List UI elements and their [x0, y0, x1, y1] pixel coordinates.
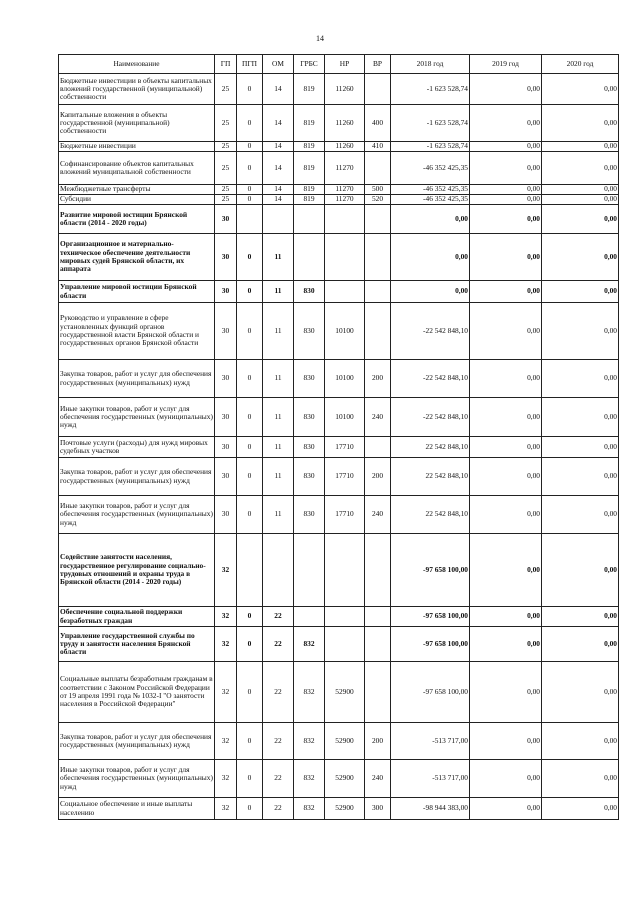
cell-2019: 0,00: [470, 234, 542, 281]
cell-2020: 0,00: [542, 303, 619, 360]
cell-nr: 10100: [325, 303, 365, 360]
column-header: НР: [325, 55, 365, 74]
cell-2020: 0,00: [542, 798, 619, 820]
table-row: [59, 234, 619, 281]
budget-table: [58, 54, 619, 820]
cell-2019: 0,00: [470, 627, 542, 662]
cell-vr: [365, 662, 391, 723]
table-row: [59, 360, 619, 398]
cell-name: Закупка товаров, работ и услуг для обеспечения государственных (муниципальных) нужд: [59, 723, 215, 760]
cell-2018: -46 352 425,35: [391, 185, 470, 195]
cell-2018: -46 352 425,35: [391, 152, 470, 185]
cell-2018: -1 623 528,74: [391, 74, 470, 105]
cell-vr: 240: [365, 398, 391, 437]
cell-om: 22: [263, 798, 294, 820]
cell-vr: 520: [365, 195, 391, 205]
cell-2019: 0,00: [470, 798, 542, 820]
cell-gp: 25: [215, 195, 237, 205]
cell-gp: 30: [215, 496, 237, 534]
cell-grbs: [294, 205, 325, 234]
cell-name: Закупка товаров, работ и услуг для обеспечения государственных (муниципальных) нужд: [59, 458, 215, 496]
cell-name: Социальное обеспечение и иные выплаты населению: [59, 798, 215, 820]
table-header-row: [59, 55, 619, 74]
cell-grbs: 830: [294, 281, 325, 303]
cell-2020: 0,00: [542, 74, 619, 105]
cell-2019: 0,00: [470, 398, 542, 437]
cell-vr: 240: [365, 760, 391, 798]
column-header: ПГП: [237, 55, 263, 74]
cell-2018: -97 658 100,00: [391, 627, 470, 662]
cell-gp: 30: [215, 205, 237, 234]
cell-pgp: 0: [237, 105, 263, 142]
cell-nr: 11260: [325, 74, 365, 105]
cell-om: 11: [263, 398, 294, 437]
column-header: ВР: [365, 55, 391, 74]
cell-vr: [365, 534, 391, 607]
cell-pgp: 0: [237, 458, 263, 496]
table-row: [59, 105, 619, 142]
cell-grbs: 832: [294, 798, 325, 820]
cell-2018: 22 542 848,10: [391, 458, 470, 496]
cell-2019: 0,00: [470, 723, 542, 760]
cell-name: Иные закупки товаров, работ и услуг для обеспечения государственных (муниципальных) нужд: [59, 496, 215, 534]
cell-grbs: 819: [294, 105, 325, 142]
cell-name: Бюджетные инвестиции в объекты капитальных вложений государственной (муниципальной) собственности: [59, 74, 215, 105]
cell-pgp: 0: [237, 662, 263, 723]
cell-name: Иные закупки товаров, работ и услуг для обеспечения государственных (муниципальных) нужд: [59, 760, 215, 798]
cell-nr: 11260: [325, 142, 365, 152]
table-row: [59, 74, 619, 105]
cell-pgp: 0: [237, 234, 263, 281]
cell-om: 14: [263, 195, 294, 205]
cell-om: 22: [263, 627, 294, 662]
cell-gp: 32: [215, 607, 237, 627]
cell-nr: 17710: [325, 437, 365, 458]
cell-om: 14: [263, 142, 294, 152]
cell-nr: [325, 534, 365, 607]
cell-vr: 240: [365, 496, 391, 534]
cell-grbs: 819: [294, 185, 325, 195]
cell-pgp: 0: [237, 398, 263, 437]
cell-2020: 0,00: [542, 105, 619, 142]
cell-2018: 0,00: [391, 205, 470, 234]
cell-2019: 0,00: [470, 152, 542, 185]
cell-2020: 0,00: [542, 205, 619, 234]
cell-2020: 0,00: [542, 496, 619, 534]
cell-pgp: 0: [237, 303, 263, 360]
cell-grbs: [294, 607, 325, 627]
cell-2019: 0,00: [470, 205, 542, 234]
cell-grbs: 830: [294, 496, 325, 534]
cell-vr: 200: [365, 360, 391, 398]
cell-om: 14: [263, 185, 294, 195]
table-row: [59, 627, 619, 662]
cell-vr: [365, 74, 391, 105]
cell-om: [263, 205, 294, 234]
cell-name: Почтовые услуги (расходы) для нужд мировых судебных участков: [59, 437, 215, 458]
cell-gp: 25: [215, 152, 237, 185]
cell-grbs: 819: [294, 152, 325, 185]
cell-grbs: 830: [294, 398, 325, 437]
cell-name: Содействие занятости населения, государственное регулирование социально-трудовых отношений и охраны труда в Брянской области (2014 - 2020 годы): [59, 534, 215, 607]
cell-2020: 0,00: [542, 398, 619, 437]
cell-vr: [365, 152, 391, 185]
cell-2020: 0,00: [542, 195, 619, 205]
table-row: [59, 152, 619, 185]
cell-name: Софинансирование объектов капитальных вложений муниципальной собственности: [59, 152, 215, 185]
table-row: [59, 437, 619, 458]
cell-nr: 11270: [325, 185, 365, 195]
table-row: [59, 398, 619, 437]
cell-gp: 30: [215, 458, 237, 496]
cell-name: Субсидии: [59, 195, 215, 205]
cell-2020: 0,00: [542, 458, 619, 496]
cell-2020: 0,00: [542, 185, 619, 195]
cell-pgp: 0: [237, 281, 263, 303]
cell-vr: [365, 303, 391, 360]
cell-pgp: 0: [237, 760, 263, 798]
cell-om: 11: [263, 281, 294, 303]
cell-gp: 32: [215, 627, 237, 662]
cell-gp: 25: [215, 142, 237, 152]
cell-grbs: 832: [294, 662, 325, 723]
cell-2019: 0,00: [470, 142, 542, 152]
cell-2019: 0,00: [470, 303, 542, 360]
cell-2019: 0,00: [470, 662, 542, 723]
cell-gp: 25: [215, 74, 237, 105]
cell-om: 11: [263, 458, 294, 496]
cell-pgp: 0: [237, 74, 263, 105]
cell-grbs: 832: [294, 627, 325, 662]
cell-pgp: 0: [237, 360, 263, 398]
cell-2020: 0,00: [542, 627, 619, 662]
cell-name: Межбюджетные трансферты: [59, 185, 215, 195]
table-row: [59, 303, 619, 360]
cell-nr: 52900: [325, 723, 365, 760]
cell-gp: 30: [215, 398, 237, 437]
cell-om: 11: [263, 234, 294, 281]
cell-2020: 0,00: [542, 152, 619, 185]
cell-2018: 22 542 848,10: [391, 437, 470, 458]
cell-om: 22: [263, 607, 294, 627]
cell-pgp: [237, 534, 263, 607]
cell-grbs: 832: [294, 760, 325, 798]
cell-nr: 52900: [325, 760, 365, 798]
cell-2019: 0,00: [470, 607, 542, 627]
cell-2020: 0,00: [542, 662, 619, 723]
cell-grbs: 819: [294, 74, 325, 105]
cell-vr: 400: [365, 105, 391, 142]
cell-2018: 22 542 848,10: [391, 496, 470, 534]
cell-pgp: 0: [237, 496, 263, 534]
cell-vr: [365, 234, 391, 281]
cell-om: 11: [263, 437, 294, 458]
table-row: [59, 723, 619, 760]
cell-nr: [325, 205, 365, 234]
cell-name: Иные закупки товаров, работ и услуг для обеспечения государственных (муниципальных) нужд: [59, 398, 215, 437]
cell-grbs: 819: [294, 142, 325, 152]
cell-gp: 25: [215, 185, 237, 195]
cell-2019: 0,00: [470, 281, 542, 303]
cell-om: 22: [263, 723, 294, 760]
cell-grbs: 819: [294, 195, 325, 205]
cell-om: [263, 534, 294, 607]
cell-pgp: [237, 205, 263, 234]
cell-nr: 11270: [325, 195, 365, 205]
cell-2018: 0,00: [391, 234, 470, 281]
cell-2019: 0,00: [470, 74, 542, 105]
cell-2020: 0,00: [542, 437, 619, 458]
table-row: [59, 607, 619, 627]
cell-vr: [365, 281, 391, 303]
cell-2020: 0,00: [542, 142, 619, 152]
cell-vr: [365, 205, 391, 234]
cell-2018: -46 352 425,35: [391, 195, 470, 205]
cell-2020: 0,00: [542, 534, 619, 607]
column-header: ГРБС: [294, 55, 325, 74]
cell-2018: -97 658 100,00: [391, 662, 470, 723]
cell-gp: 32: [215, 662, 237, 723]
table-row: [59, 760, 619, 798]
cell-pgp: 0: [237, 437, 263, 458]
cell-nr: 52900: [325, 798, 365, 820]
cell-om: 11: [263, 496, 294, 534]
cell-2018: 0,00: [391, 281, 470, 303]
cell-grbs: [294, 534, 325, 607]
cell-name: Организационное и материально-техническое обеспечение деятельности мировых судей Брянской области, их аппарата: [59, 234, 215, 281]
cell-name: Закупка товаров, работ и услуг для обеспечения государственных (муниципальных) нужд: [59, 360, 215, 398]
cell-2020: 0,00: [542, 723, 619, 760]
cell-name: Руководство и управление в сфере установленных функций органов государственной власти Брянской области и государственных органов Брянской области: [59, 303, 215, 360]
cell-name: Капитальные вложения в объекты государственной (муниципальной) собственности: [59, 105, 215, 142]
cell-gp: 32: [215, 534, 237, 607]
cell-gp: 30: [215, 281, 237, 303]
column-header: 2019 год: [470, 55, 542, 74]
column-header: Наименование: [59, 55, 215, 74]
cell-grbs: [294, 234, 325, 281]
cell-grbs: 830: [294, 360, 325, 398]
cell-om: 14: [263, 152, 294, 185]
cell-pgp: 0: [237, 142, 263, 152]
cell-2019: 0,00: [470, 185, 542, 195]
cell-2018: -22 542 848,10: [391, 398, 470, 437]
cell-gp: 30: [215, 303, 237, 360]
cell-grbs: 830: [294, 303, 325, 360]
cell-2018: -1 623 528,74: [391, 142, 470, 152]
table-row: [59, 798, 619, 820]
cell-vr: 200: [365, 723, 391, 760]
table-row: [59, 281, 619, 303]
cell-grbs: 830: [294, 458, 325, 496]
cell-pgp: 0: [237, 723, 263, 760]
cell-vr: 500: [365, 185, 391, 195]
table-row: [59, 458, 619, 496]
cell-2019: 0,00: [470, 760, 542, 798]
cell-nr: 17710: [325, 496, 365, 534]
cell-nr: [325, 234, 365, 281]
cell-2018: -97 658 100,00: [391, 534, 470, 607]
cell-vr: 200: [365, 458, 391, 496]
cell-2019: 0,00: [470, 437, 542, 458]
cell-2019: 0,00: [470, 458, 542, 496]
table-row: [59, 534, 619, 607]
cell-name: Бюджетные инвестиции: [59, 142, 215, 152]
cell-2018: -513 717,00: [391, 760, 470, 798]
cell-vr: 410: [365, 142, 391, 152]
cell-gp: 30: [215, 234, 237, 281]
cell-2019: 0,00: [470, 534, 542, 607]
cell-2018: -513 717,00: [391, 723, 470, 760]
cell-nr: 10100: [325, 398, 365, 437]
cell-name: Развитие мировой юстиции Брянской области (2014 - 2020 годы): [59, 205, 215, 234]
cell-2018: -98 944 383,00: [391, 798, 470, 820]
cell-nr: 52900: [325, 662, 365, 723]
table-row: [59, 142, 619, 152]
cell-vr: [365, 607, 391, 627]
cell-om: 11: [263, 360, 294, 398]
column-header: ОМ: [263, 55, 294, 74]
cell-nr: 11260: [325, 105, 365, 142]
table-row: [59, 205, 619, 234]
cell-gp: 32: [215, 798, 237, 820]
cell-2019: 0,00: [470, 360, 542, 398]
cell-pgp: 0: [237, 798, 263, 820]
cell-nr: 11270: [325, 152, 365, 185]
column-header: ГП: [215, 55, 237, 74]
cell-vr: 300: [365, 798, 391, 820]
page-number: 14: [316, 34, 324, 43]
cell-gp: 25: [215, 105, 237, 142]
cell-om: 22: [263, 760, 294, 798]
cell-2019: 0,00: [470, 195, 542, 205]
cell-vr: [365, 627, 391, 662]
cell-nr: [325, 627, 365, 662]
cell-2020: 0,00: [542, 360, 619, 398]
cell-2019: 0,00: [470, 496, 542, 534]
cell-om: 14: [263, 105, 294, 142]
cell-2020: 0,00: [542, 760, 619, 798]
cell-pgp: 0: [237, 627, 263, 662]
cell-2018: -22 542 848,10: [391, 303, 470, 360]
cell-om: 22: [263, 662, 294, 723]
cell-gp: 32: [215, 760, 237, 798]
table-row: [59, 662, 619, 723]
cell-name: Социальные выплаты безработным гражданам в соответствии с Законом Российской Федерации от 19 апреля 1991 года № 1032-I "О занятости населения в Российской Федерации": [59, 662, 215, 723]
cell-2020: 0,00: [542, 607, 619, 627]
cell-gp: 32: [215, 723, 237, 760]
cell-grbs: 832: [294, 723, 325, 760]
cell-2018: -22 542 848,10: [391, 360, 470, 398]
cell-grbs: 830: [294, 437, 325, 458]
cell-gp: 30: [215, 437, 237, 458]
cell-name: Обеспечение социальной поддержки безработных граждан: [59, 607, 215, 627]
cell-gp: 30: [215, 360, 237, 398]
cell-pgp: 0: [237, 152, 263, 185]
column-header: 2020 год: [542, 55, 619, 74]
cell-2019: 0,00: [470, 105, 542, 142]
cell-pgp: 0: [237, 185, 263, 195]
cell-nr: 17710: [325, 458, 365, 496]
cell-2018: -1 623 528,74: [391, 105, 470, 142]
cell-2020: 0,00: [542, 234, 619, 281]
table-row: [59, 496, 619, 534]
cell-pgp: 0: [237, 607, 263, 627]
cell-name: Управление мировой юстиции Брянской области: [59, 281, 215, 303]
cell-name: Управление государственной службы по труду и занятости населения Брянской области: [59, 627, 215, 662]
cell-pgp: 0: [237, 195, 263, 205]
cell-vr: [365, 437, 391, 458]
cell-2020: 0,00: [542, 281, 619, 303]
cell-2018: -97 658 100,00: [391, 607, 470, 627]
cell-nr: [325, 281, 365, 303]
table-row: [59, 195, 619, 205]
cell-om: 11: [263, 303, 294, 360]
cell-nr: [325, 607, 365, 627]
cell-nr: 10100: [325, 360, 365, 398]
table-row: [59, 185, 619, 195]
cell-om: 14: [263, 74, 294, 105]
column-header: 2018 год: [391, 55, 470, 74]
